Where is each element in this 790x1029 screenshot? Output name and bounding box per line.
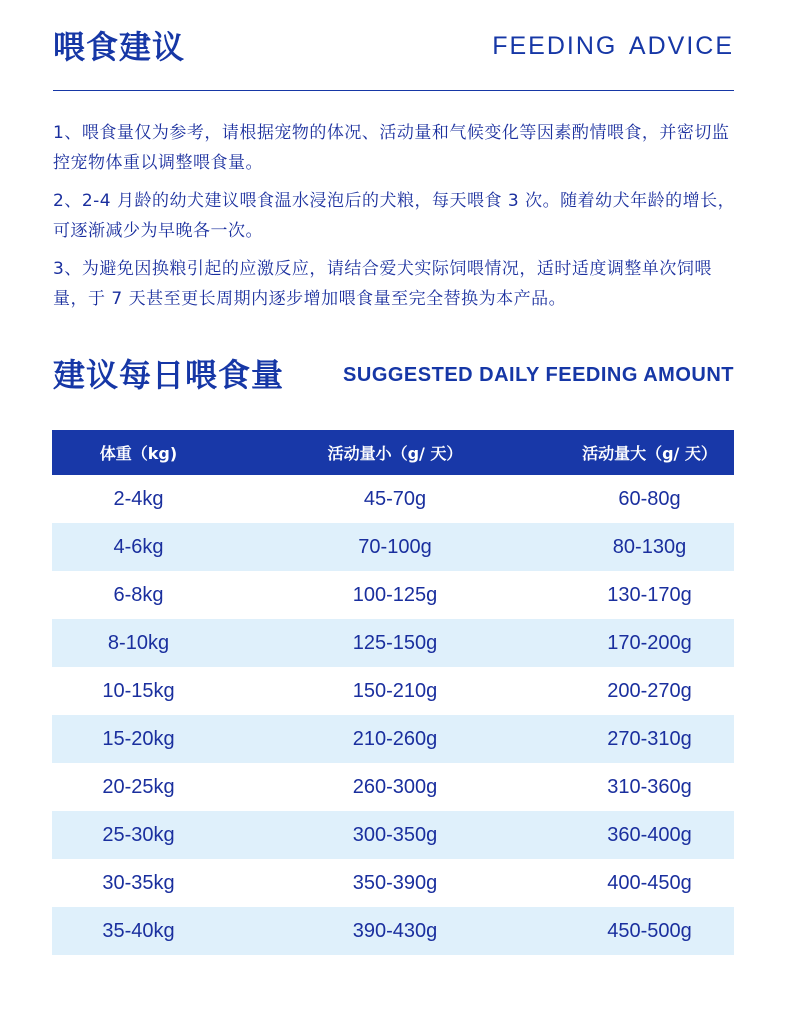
high-activity-cell: 400-450g xyxy=(607,871,692,894)
column-header-weight: 体重（kg) xyxy=(99,444,178,463)
low-activity-cell: 125-150g xyxy=(352,631,438,654)
table-row xyxy=(52,523,734,571)
weight-cell: 10-15kg xyxy=(102,679,175,702)
feeding-advice-header xyxy=(53,22,734,70)
table-body xyxy=(52,475,734,955)
page-title-en: FEEDING ADVICE xyxy=(492,32,734,60)
table-row xyxy=(52,619,734,667)
table-row xyxy=(52,907,734,955)
high-activity-cell: 360-400g xyxy=(607,823,692,846)
table-row xyxy=(52,715,734,763)
high-activity-cell: 60-80g xyxy=(618,487,681,510)
low-activity-cell: 100-125g xyxy=(352,583,438,606)
advice-item-3: 3、为避免因换粮引起的应激反应，请结合爱犬实际饲喂情况，适时适度调整单次饲喂量，于 7 天甚至更长周期内逐步增加喂食量至完全替换为本产品。 xyxy=(53,259,712,309)
weight-cell: 20-25kg xyxy=(102,775,175,798)
weight-cell: 8-10kg xyxy=(107,631,170,654)
low-activity-cell: 150-210g xyxy=(352,679,438,702)
low-activity-cell: 45-70g xyxy=(363,487,427,510)
column-header-low-activity: 活动量小（g/ 天） xyxy=(327,444,463,463)
table-row xyxy=(52,859,734,907)
low-activity-cell: 260-300g xyxy=(352,775,438,798)
advice-item-1: 1、喂食量仅为参考，请根据宠物的体况、活动量和气候变化等因素酌情喂食，并密切监控宠物体重以调整喂食量。 xyxy=(53,123,730,173)
weight-cell: 4-6kg xyxy=(113,535,164,558)
low-activity-cell: 390-430g xyxy=(352,919,438,942)
low-activity-cell: 300-350g xyxy=(352,823,438,846)
header-divider xyxy=(53,90,734,91)
high-activity-cell: 200-270g xyxy=(607,679,692,702)
weight-cell: 15-20kg xyxy=(102,727,175,750)
table-header-row xyxy=(52,430,734,475)
table-row xyxy=(52,571,734,619)
high-activity-cell: 310-360g xyxy=(607,775,692,798)
weight-cell: 2-4kg xyxy=(113,487,164,510)
table-row xyxy=(52,475,734,523)
low-activity-cell: 350-390g xyxy=(352,871,438,894)
table-row xyxy=(52,811,734,859)
table-row xyxy=(52,763,734,811)
low-activity-cell: 70-100g xyxy=(358,535,432,558)
weight-cell: 30-35kg xyxy=(102,871,175,894)
table-row xyxy=(52,667,734,715)
advice-list xyxy=(53,118,743,322)
low-activity-cell: 210-260g xyxy=(352,727,438,750)
weight-cell: 25-30kg xyxy=(102,823,175,846)
column-header-high-activity: 活动量大（g/ 天） xyxy=(582,444,717,463)
section-title-en: SUGGESTED DAILY FEEDING AMOUNT xyxy=(343,364,734,386)
high-activity-cell: 80-130g xyxy=(612,535,687,558)
high-activity-cell: 450-500g xyxy=(607,919,692,942)
weight-cell: 35-40kg xyxy=(102,919,175,942)
high-activity-cell: 270-310g xyxy=(607,727,692,750)
weight-cell: 6-8kg xyxy=(113,583,164,606)
page-title-cn: 喂食建议 xyxy=(53,28,186,66)
advice-item-2: 2、2-4 月龄的幼犬建议喂食温水浸泡后的犬粮，每天喂食 3 次。随着幼犬年龄的增长，可逐渐减少为早晚各一次。 xyxy=(53,191,736,241)
section-title-cn: 建议每日喂食量 xyxy=(53,356,285,394)
feeding-table xyxy=(52,430,734,955)
high-activity-cell: 170-200g xyxy=(607,631,692,654)
daily-amount-header xyxy=(53,350,734,398)
high-activity-cell: 130-170g xyxy=(607,583,692,606)
